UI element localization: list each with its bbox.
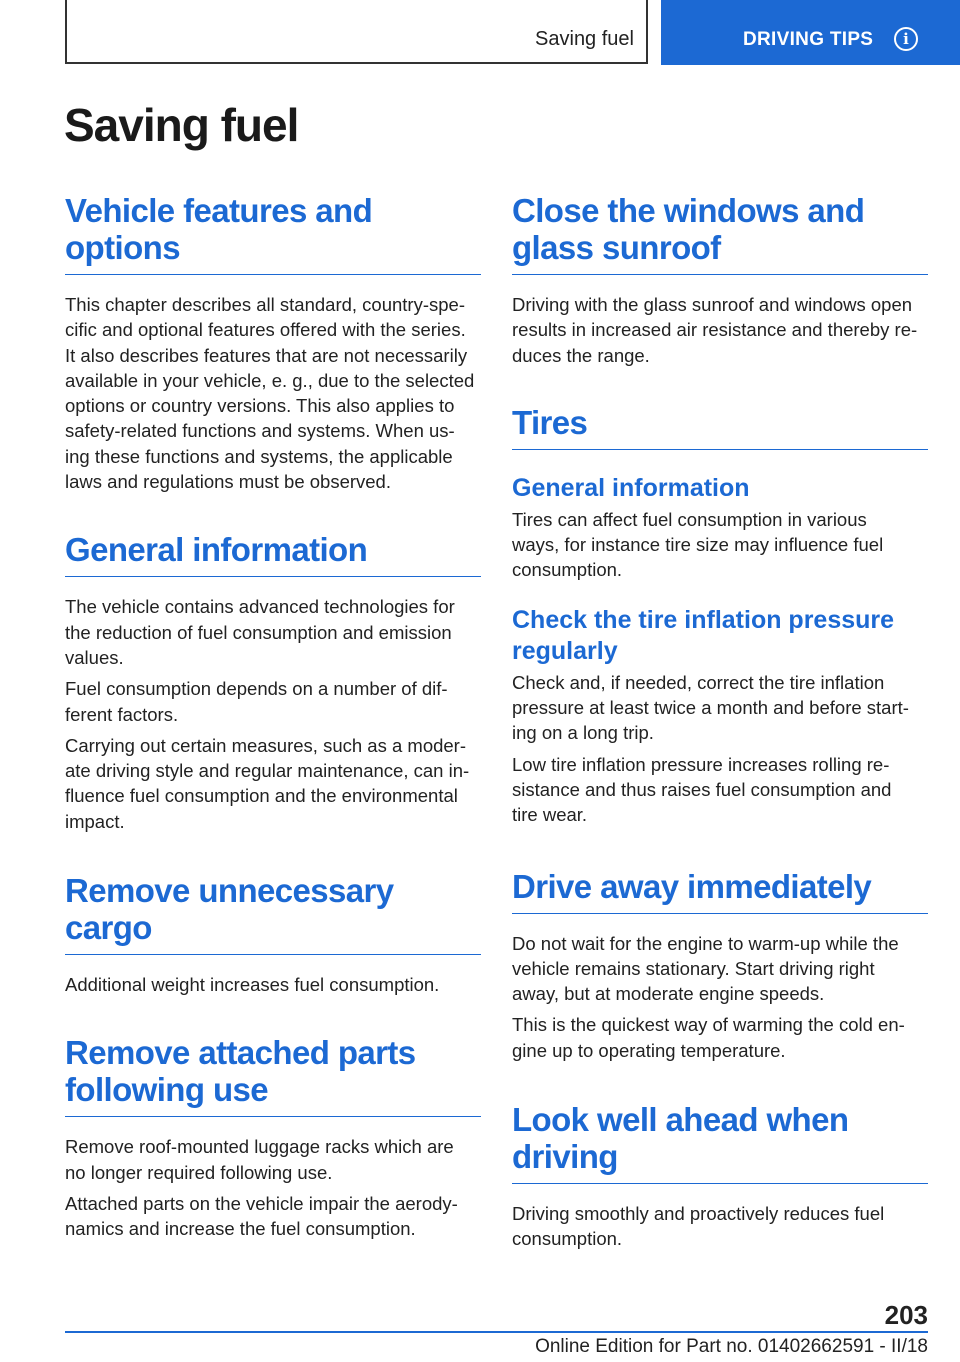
left-column	[65, 192, 481, 1242]
general-info-paragraph-2: Fuel consumption depends on a number of dif- ferent factors.	[65, 678, 448, 725]
attached-parts-paragraph-1: Remove roof-mounted luggage racks which are no longer required following use.	[65, 1136, 454, 1183]
footer-divider	[65, 1331, 928, 1333]
header-chapter-tab[interactable]	[661, 0, 960, 65]
heading-check-tire-pressure: Check the tire inflation pressure regularly	[512, 605, 895, 665]
page-title: Saving fuel	[64, 99, 299, 151]
heading-look-well-ahead: Look well ahead when driving	[512, 1101, 928, 1184]
cargo-text: Additional weight increases fuel consumption.	[65, 974, 440, 996]
heading-tires: Tires	[512, 404, 928, 450]
info-circle-icon[interactable]: i	[894, 27, 918, 51]
drive-away-paragraph-2: This is the quickest way of warming the cold en- gine up to operating temperature.	[512, 1014, 905, 1061]
heading-remove-cargo: Remove unnecessary cargo	[65, 872, 481, 955]
page-number: 203	[884, 1300, 928, 1330]
heading-general-information: General information	[65, 531, 481, 577]
heading-vehicle-features: Vehicle features and options	[65, 192, 481, 275]
attached-parts-paragraph-2: Attached parts on the vehicle impair the aerody- namics and increase the fuel consumption.	[65, 1192, 458, 1240]
windows-text: Driving with the glass sunroof and windows open results in increased air resistance and thereby re- duces the range.	[512, 294, 918, 366]
general-info-paragraph-1: The vehicle contains advanced technologies for the reduction of fuel consumption and emission values.	[65, 596, 455, 668]
tires-general-text: Tires can affect fuel consumption in various ways, for instance tire size may influence fuel consumption.	[512, 508, 884, 581]
tire-pressure-paragraph-2: Low tire inflation pressure increases rolling re- sistance and thus raises fuel consumption and tire wear.	[512, 753, 892, 826]
header-section-title: Saving fuel	[535, 28, 634, 50]
heading-drive-away-immediately: Drive away immediately	[512, 868, 928, 914]
heading-close-windows: Close the windows and glass sunroof	[512, 192, 928, 275]
vehicle-features-text: This chapter describes all standard, country-spe- cific and optional features offered with the series. It also describes features that are not necessarily available in your vehicle, e. g., due to the selected options or country versions. This also applies to safety-related functions and systems. When us- ing these functions and systems, the applicable laws and regulations must be observed.	[65, 294, 475, 493]
general-info-paragraph-3: Carrying out certain measures, such as a moder- ate driving style and regular maintenance, can in- fluence fuel consumption and the environmental impact.	[65, 734, 470, 832]
drive-away-paragraph-1: Do not wait for the engine to warm-up while the vehicle remains stationary. Start driving right away, but at moderate engine speeds.	[512, 932, 899, 1005]
heading-remove-attached-parts: Remove attached parts following use	[65, 1034, 481, 1117]
header-chapter-label: DRIVING TIPS	[743, 29, 874, 50]
footer-edition-text: Online Edition for Part no. 01402662591 - II/18	[535, 1336, 928, 1357]
heading-tires-general-information: General information	[512, 473, 750, 502]
look-ahead-text: Driving smoothly and proactively reduces fuel consumption.	[512, 1203, 885, 1250]
right-column	[512, 192, 928, 1252]
tire-pressure-paragraph-1: Check and, if needed, correct the tire inflation pressure at least twice a month and before start- ing on a long trip.	[512, 671, 909, 744]
